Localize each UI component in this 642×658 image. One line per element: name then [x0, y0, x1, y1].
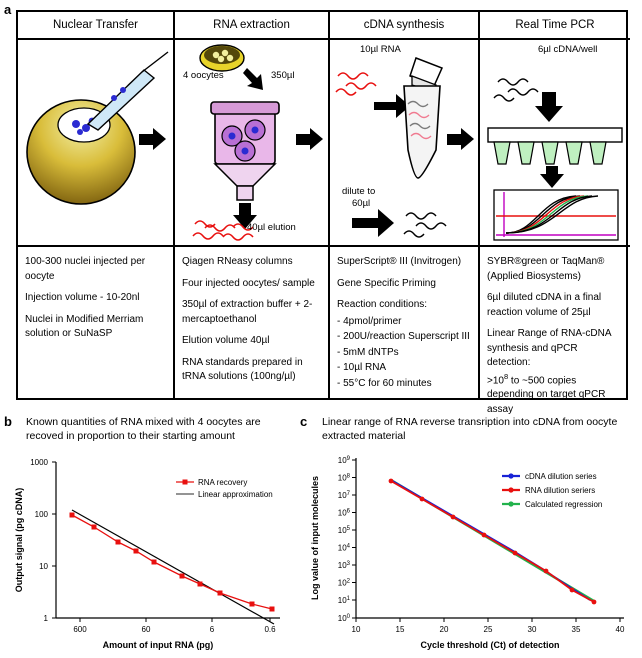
chart-b-title: Known quantities of RNA mixed with 4 oocytes are recoved in proportion to their starting amount	[26, 416, 261, 442]
workflow-diagram	[16, 10, 628, 415]
detail-text: Elution volume 40µl	[182, 335, 270, 346]
y-tick-label: 1	[43, 614, 48, 623]
chart-c-plot	[306, 452, 636, 652]
annotation-elution: 40µl elution	[247, 222, 296, 233]
x-tick-label: 20	[439, 625, 449, 634]
svg-text:102: $10^2$	[337, 578, 350, 588]
annotation-dilute-volume: 60µl	[352, 198, 371, 209]
x-tick-label: 40	[615, 625, 625, 634]
detail-text: - 10µl RNA	[337, 362, 387, 373]
svg-text:101: $10^1$	[337, 596, 350, 605]
x-tick-label: 600	[73, 625, 87, 634]
flow-arrow-1	[139, 128, 169, 151]
workflow-column-cdna-synthesis	[328, 12, 478, 398]
detail-text: $>10^8$ to ~500 copies depending on target qPCR assay	[487, 371, 606, 415]
detail-text: Injection volume - 10-20nl	[25, 292, 140, 303]
svg-text:100: $10^0$	[337, 614, 350, 623]
x-axis-label: Amount of input RNA (pg)	[102, 640, 214, 650]
x-tick-label: 10	[351, 625, 361, 634]
column-details-nuclear-transfer	[18, 247, 173, 342]
svg-text:103: $10^3$	[337, 561, 350, 570]
annotation-oocytes: 4 oocytes	[183, 70, 224, 81]
detail-text: SYBR®green or TaqMan® (Applied Biosystems)	[487, 256, 605, 282]
annotation-dilute: dilute to	[342, 186, 376, 197]
detail-text: SuperScript® III (Invitrogen)	[337, 256, 462, 267]
x-tick-label: 35	[571, 625, 581, 634]
x-tick-label: 30	[527, 625, 537, 634]
column-details-real-time-pcr	[480, 247, 630, 417]
column-header: RNA extraction	[175, 12, 328, 40]
detail-text: Four injected oocytes/ sample	[182, 277, 315, 289]
chart-b-legend	[176, 478, 273, 499]
y-tick-label: 10	[39, 562, 48, 571]
series-rna-recovery-markers	[70, 513, 275, 612]
x-tick-label: 0.6	[264, 625, 276, 634]
detail-text: - 5mM dNTPs	[337, 346, 399, 358]
column-details-cdna-synthesis	[330, 247, 478, 391]
annotation-cdna-well: 6µl cDNA/well	[538, 44, 598, 55]
annotation-rna-input: 10µl RNA	[360, 44, 401, 55]
panel-label-b: b	[4, 414, 12, 429]
detail-text: Nuclei in Modified Merriam solution or SuNaSP	[25, 313, 144, 339]
svg-text:108: $10^8$	[337, 473, 350, 483]
qpcr-plate-illustration	[480, 40, 630, 245]
chart-c-title: Linear range of RNA reverse transription into cDNA from oocyte extracted material	[322, 416, 618, 442]
panel-label-a: a	[4, 2, 12, 17]
svg-text:105: $10^5$	[337, 526, 350, 535]
detail-text: 6µl diluted cDNA in a final reaction volume of 25µl	[487, 292, 602, 318]
detail-text: 100-300 nuclei injected per oocyte	[25, 256, 146, 282]
column-header: Nuclear Transfer	[18, 12, 173, 40]
chart-c	[306, 452, 636, 652]
detail-text: RNA standards prepared in tRNA solutions (100ng/µl)	[182, 356, 303, 382]
chart-b	[8, 452, 290, 652]
detail-text: - 4pmol/primer	[337, 315, 402, 327]
workflow-column-nuclear-transfer	[18, 12, 173, 398]
detail-text: - 55°C for 60 minutes	[337, 377, 432, 389]
chart-b-plot	[8, 452, 290, 652]
legend-label: RNA recovery	[198, 478, 248, 487]
x-tick-label: 6	[209, 625, 215, 634]
x-tick-label: 25	[483, 625, 493, 634]
series-rna-recovery	[72, 515, 272, 609]
y-tick-label: 100	[34, 510, 48, 519]
detail-text: - 200U/reaction Superscript III	[337, 331, 470, 342]
svg-text:104: $10^4$	[337, 543, 350, 553]
column-illustration	[330, 40, 478, 247]
column-details-rna-extraction	[175, 247, 328, 385]
y-tick-label: 1000	[30, 458, 48, 467]
legend-label: cDNA dilution series	[525, 472, 597, 481]
column-illustration	[175, 40, 328, 247]
flow-arrow-3	[447, 128, 477, 151]
column-illustration	[18, 40, 173, 247]
detail-text: 350µl of extraction buffer + 2-mercaptoethanol	[182, 299, 313, 325]
y-tick-labels	[338, 456, 351, 623]
x-tick-label: 15	[395, 625, 405, 634]
series-linear-approximation	[72, 510, 274, 624]
svg-text:107: $10^7$	[337, 491, 350, 500]
x-tick-label: 60	[141, 625, 151, 634]
legend-label: Calculated regression	[525, 500, 603, 509]
workflow-column-real-time-pcr	[478, 12, 630, 415]
column-header: cDNA synthesis	[330, 12, 478, 40]
detail-text: Qiagen RNeasy columns	[182, 256, 293, 267]
detail-text: Reaction conditions:	[337, 299, 428, 310]
svg-text:109: $10^9$	[337, 456, 350, 465]
legend-label: RNA dilution seriers	[525, 486, 596, 495]
column-header: Real Time PCR	[480, 12, 630, 40]
legend-label: Linear approximation	[198, 490, 273, 499]
panel-label-c: c	[300, 414, 308, 429]
detail-text: Linear Range of RNA-cDNA synthesis and qPCR detection:	[487, 328, 611, 368]
workflow-column-rna-extraction	[173, 12, 328, 398]
x-axis-label: Cycle threshold (Ct) of detection	[420, 640, 560, 650]
svg-text:106: $10^6$	[337, 508, 350, 518]
y-axis-label: Log value of input molecules	[310, 475, 320, 601]
flow-arrow-2	[296, 128, 326, 151]
chart-c-legend	[502, 472, 602, 509]
y-axis-label: Output signal (pg cDNA)	[14, 487, 24, 593]
column-illustration	[480, 40, 630, 247]
annotation-350ul: 350µl	[271, 70, 295, 81]
detail-text: Gene Specific Priming	[337, 277, 436, 289]
